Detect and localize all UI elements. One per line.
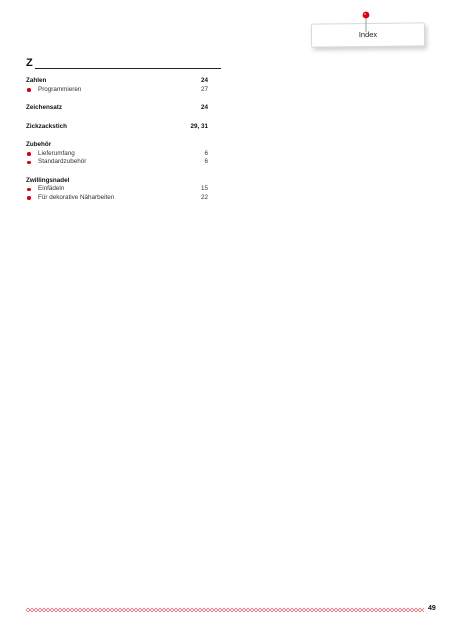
page-number: 49: [428, 605, 436, 612]
entry-heading: [26, 77, 208, 86]
entry-page: 24: [200, 77, 208, 84]
bullet-icon: [27, 161, 31, 165]
sub-entry-page: 6: [204, 158, 208, 165]
sub-entry: [26, 185, 208, 194]
entry-term: Zahlen: [26, 77, 47, 84]
sub-entry-term: Lieferumfang: [38, 149, 75, 157]
bullet-icon: [27, 196, 31, 200]
sub-entry: [26, 150, 208, 159]
entry-heading: [26, 123, 208, 132]
entry-heading: [26, 177, 208, 186]
entry-term: Zickzackstich: [26, 122, 67, 130]
sub-entry-page: 22: [200, 193, 208, 201]
bullet-icon: [27, 152, 31, 156]
entry-term: Zubehör: [26, 141, 52, 148]
sub-entry-page: 15: [200, 185, 208, 192]
sub-entry-term: Standardzubehör: [38, 158, 87, 165]
entry-term: Zeichensatz: [26, 104, 63, 111]
index-entry: [26, 177, 208, 203]
index-list: [26, 77, 208, 212]
index-entry: [26, 104, 208, 113]
bullet-icon: [27, 88, 31, 92]
decorative-stitch-line: [26, 607, 424, 613]
sub-entry: [26, 158, 208, 167]
entry-heading: [26, 104, 208, 113]
pin-icon: [359, 9, 373, 33]
sub-entry-term: Programmieren: [38, 85, 82, 93]
sub-entry-term: Einfädeln: [38, 185, 65, 192]
section-letter: Z: [26, 57, 33, 69]
bullet-icon: [27, 188, 31, 192]
entry-heading: [26, 141, 208, 150]
index-tab-label: Index: [358, 29, 378, 40]
entry-page: 24: [200, 104, 208, 111]
index-entry: [26, 141, 208, 167]
sub-entry-page: 27: [200, 85, 208, 93]
entry-page: 29, 31: [190, 122, 208, 130]
sub-entry: [26, 86, 208, 95]
sub-entry: [26, 194, 208, 203]
index-entry: [26, 77, 208, 94]
section-divider: [35, 68, 221, 69]
sub-entry-term: Für dekorative Näharbeiten: [38, 193, 115, 201]
index-entry: [26, 123, 208, 132]
entry-term: Zwillingsnadel: [26, 176, 70, 184]
sub-entry-page: 6: [204, 149, 208, 157]
